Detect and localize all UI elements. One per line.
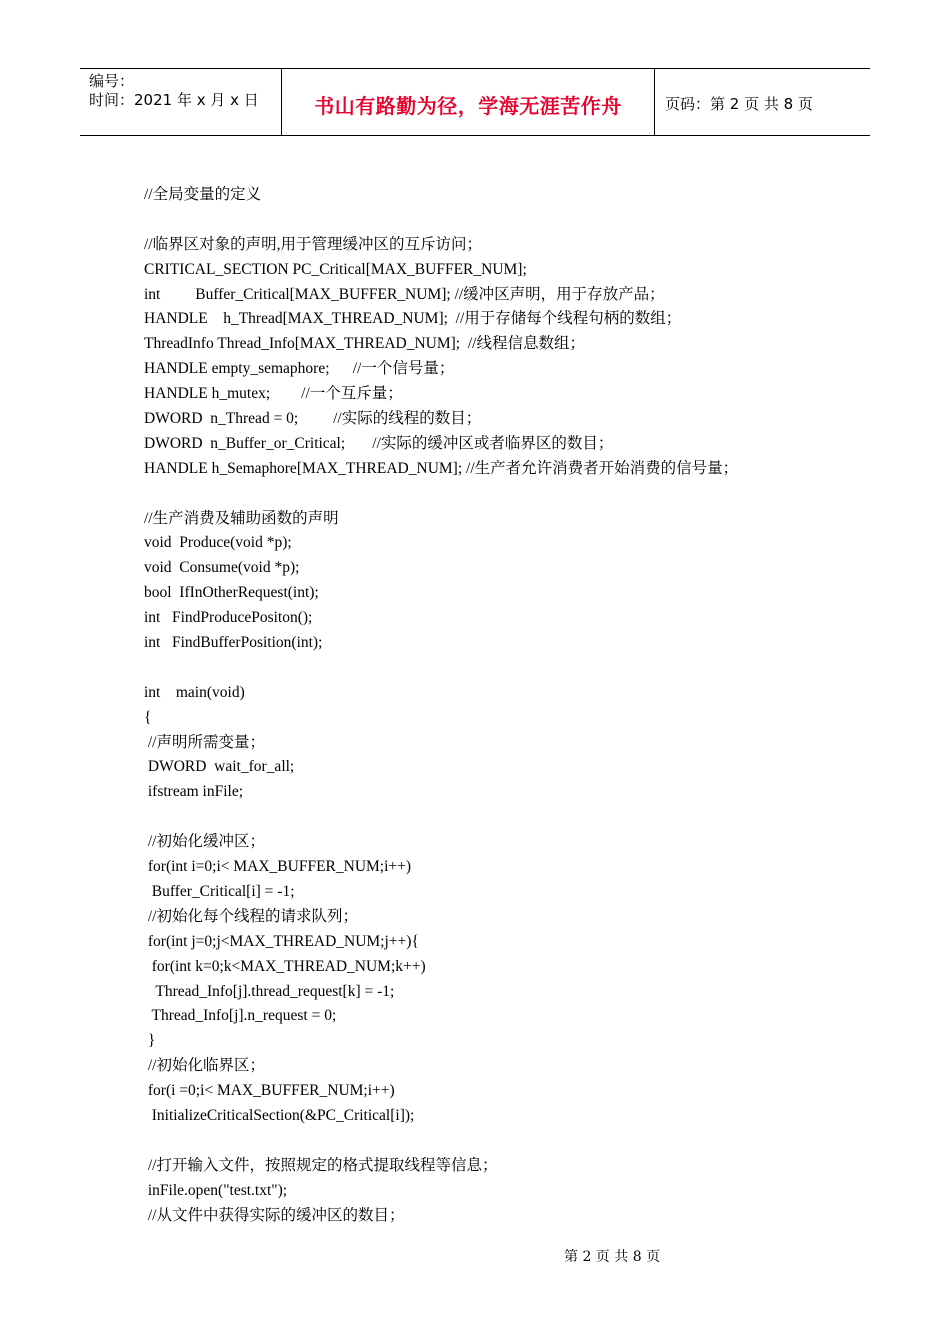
code-line: for(int k=0;k<MAX_THREAD_NUM;k++) <box>144 957 426 975</box>
code-line: DWORD wait_for_all; <box>144 758 295 776</box>
code-line: //声明所需变量； <box>144 733 265 751</box>
code-line: int Buffer_Critical[MAX_BUFFER_NUM]; //缓冲区声明，用于存放产品； <box>144 285 665 303</box>
code-line: //从文件中获得实际的缓冲区的数目； <box>144 1206 405 1224</box>
page-footer: 第 2 页 共 8 页 <box>564 1249 661 1265</box>
code-line: ifstream inFile; <box>144 783 244 801</box>
code-body <box>144 183 844 1228</box>
header-meta <box>80 69 282 135</box>
code-line: CRITICAL_SECTION PC_Critical[MAX_BUFFER_NUM]; <box>144 260 527 278</box>
code-line: InitializeCriticalSection(&PC_Critical[i]); <box>144 1106 415 1124</box>
code-line: Buffer_Critical[i] = -1; <box>144 882 295 900</box>
code-line: } <box>144 1032 156 1050</box>
header-page-info: 页码：第 2 页 共 8 页 <box>665 94 813 113</box>
blank-line <box>144 482 844 507</box>
code-line: //初始化每个线程的请求队列； <box>144 907 358 925</box>
code-line: { <box>144 708 152 726</box>
code-line: //全局变量的定义 <box>144 186 262 203</box>
code-line: int main(void) <box>144 683 245 701</box>
blank-line <box>144 805 844 830</box>
code-line: int FindProducePositon(); <box>144 609 313 627</box>
code-line: //打开输入文件，按照规定的格式提取线程等信息； <box>144 1156 498 1174</box>
code-line: //生产消费及辅助函数的声明 <box>144 509 339 527</box>
code-line: //初始化缓冲区； <box>144 833 265 851</box>
code-line: Thread_Info[j].thread_request[k] = -1; <box>144 982 395 1000</box>
code-line: for(int j=0;j<MAX_THREAD_NUM;j++){ <box>144 932 419 950</box>
time-label: 时间：2021 年 x 月 x 日 <box>89 91 259 109</box>
code-line: HANDLE h_Thread[MAX_THREAD_NUM]; //用于存储每个线程句柄的数组； <box>144 310 682 328</box>
code-line: HANDLE empty_semaphore; //一个信号量； <box>144 360 455 378</box>
code-line: inFile.open("test.txt"); <box>144 1181 288 1199</box>
code-line: DWORD n_Thread = 0; //实际的线程的数目； <box>144 410 482 428</box>
code-line: for(i =0;i< MAX_BUFFER_NUM;i++) <box>144 1082 395 1100</box>
blank-line <box>144 208 844 233</box>
code-line: //初始化临界区； <box>144 1057 265 1075</box>
code-line: ThreadInfo Thread_Info[MAX_THREAD_NUM]; //线程信息数组； <box>144 335 585 353</box>
code-line: void Consume(void *p); <box>144 559 300 577</box>
code-line: HANDLE h_mutex; //一个互斥量； <box>144 385 403 403</box>
code-line: bool IfInOtherRequest(int); <box>144 584 319 602</box>
code-line: for(int i=0;i< MAX_BUFFER_NUM;i++) <box>144 858 412 876</box>
code-line: int FindBufferPosition(int); <box>144 634 323 652</box>
code-line: //临界区对象的声明,用于管理缓冲区的互斥访问； <box>144 235 482 253</box>
blank-line <box>144 1129 844 1154</box>
code-line: DWORD n_Buffer_or_Critical; //实际的缓冲区或者临界区的数目； <box>144 434 614 452</box>
blank-line <box>144 656 844 681</box>
code-line: Thread_Info[j].n_request = 0; <box>144 1007 337 1025</box>
code-line: void Produce(void *p); <box>144 534 292 552</box>
code-line: HANDLE h_Semaphore[MAX_THREAD_NUM]; //生产者允许消费者开始消费的信号量； <box>144 459 739 477</box>
serial-label: 编号： <box>89 72 135 90</box>
header-motto: 书山有路勤为径，学海无涯苦作舟 <box>282 69 655 135</box>
page-header <box>80 68 870 136</box>
